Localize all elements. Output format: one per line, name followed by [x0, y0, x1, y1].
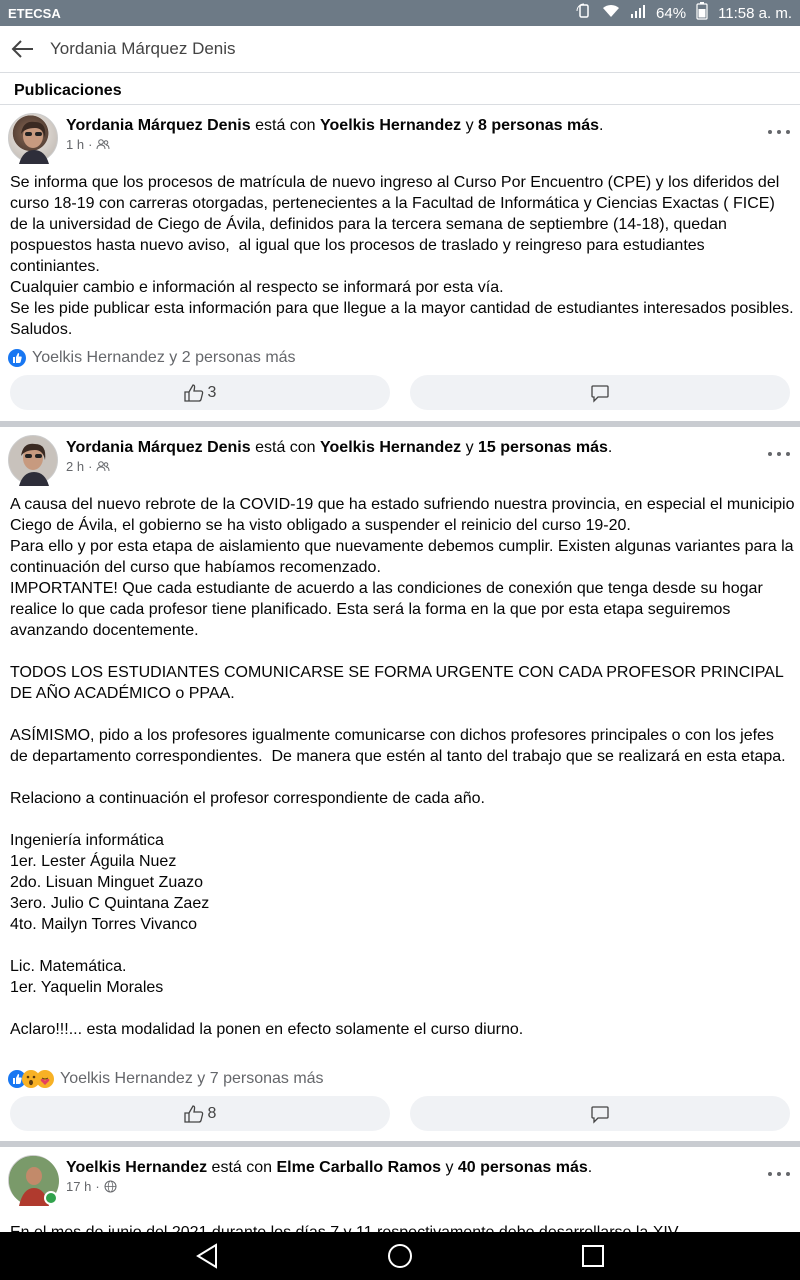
and-label: y	[465, 439, 474, 456]
dot-separator: ·	[95, 1179, 100, 1194]
like-button[interactable]	[10, 1096, 390, 1131]
online-status-dot	[44, 1191, 58, 1205]
tagged-others[interactable]: 40 personas más	[457, 1159, 588, 1176]
reactions-summary[interactable]	[8, 1070, 324, 1088]
reactions-text: Yoelkis Hernandez y 7 personas más	[60, 1070, 324, 1087]
period: .	[598, 117, 604, 134]
post-meta	[66, 137, 110, 152]
post-header	[66, 439, 612, 457]
arrow-left-icon	[12, 40, 34, 58]
clock: 11:58 a. m.	[718, 4, 792, 22]
and-label: y	[465, 117, 474, 134]
battery-icon	[696, 2, 708, 24]
back-triangle-icon	[195, 1243, 219, 1269]
post-text: Se informa que los procesos de matrícula de nuevo ingreso al Curso Por Encuentro (CPE) y los diferidos del curso 18-19 con carreras otorgadas, pertenecientes a la Facultad de Informática y Ciencias Exactas ( FICE) de la universidad de Ciego de Ávila, definidos para la tercera semana de septiembre (14-18), quedan pospuestos hasta nuevo aviso, al igual que los procesos de traslado y reingreso para estudiantes continiantes. Cualquier cambio e información al respecto se informará por esta vía. Se les pide publicar esta información para que llegue a la mayor cantidad de estudiantes interesados posibles. Saludos.	[10, 174, 794, 338]
avatar[interactable]	[8, 113, 58, 163]
post-card	[0, 105, 800, 421]
friends-icon	[96, 461, 110, 472]
post-header	[66, 1159, 592, 1177]
post-header	[66, 117, 603, 135]
post-card	[0, 1147, 800, 1232]
more-options-button[interactable]	[768, 125, 790, 139]
carrier-label: ETECSA	[8, 5, 61, 21]
section-title: Publicaciones	[14, 82, 122, 99]
globe-icon	[104, 1180, 117, 1193]
tagged-others[interactable]: 8 personas más	[478, 117, 599, 134]
comment-bubble-icon	[590, 383, 610, 403]
nav-home-button[interactable]	[380, 1236, 420, 1276]
tagged-others[interactable]: 15 personas más	[478, 439, 608, 456]
status-bar	[0, 0, 800, 26]
like-reaction-icon	[8, 349, 26, 367]
post-meta	[66, 459, 110, 474]
more-options-button[interactable]	[768, 1167, 790, 1181]
comment-bubble-icon	[590, 1104, 610, 1124]
and-label: y	[445, 1159, 454, 1176]
nav-recents-button[interactable]	[573, 1236, 613, 1276]
like-count: 8	[207, 1104, 217, 1122]
with-label: está con	[255, 117, 316, 134]
rotation-lock-icon	[576, 3, 592, 23]
reactions-summary[interactable]	[8, 349, 296, 367]
top-app-bar	[0, 26, 800, 73]
dot-separator: ·	[88, 137, 93, 152]
comment-button[interactable]	[410, 1096, 790, 1131]
header-title: Yordania Márquez Denis	[50, 39, 236, 58]
comment-button[interactable]	[410, 375, 790, 410]
thumbs-up-icon	[184, 384, 204, 402]
friends-icon	[96, 139, 110, 150]
back-button[interactable]	[0, 26, 46, 72]
avatar[interactable]	[8, 435, 58, 485]
tagged-person[interactable]: Elme Carballo Ramos	[276, 1159, 441, 1176]
nav-back-button[interactable]	[187, 1236, 227, 1276]
post-time[interactable]: 17 h	[66, 1179, 92, 1194]
post-time[interactable]: 1 h	[66, 137, 85, 152]
more-options-button[interactable]	[768, 447, 790, 461]
tagged-person[interactable]: Yoelkis Hernandez	[320, 439, 462, 456]
period: .	[607, 439, 613, 456]
battery-percent: 64%	[656, 4, 687, 22]
avatar[interactable]	[8, 1155, 58, 1205]
like-count: 3	[207, 383, 217, 401]
post-author[interactable]: Yordania Márquez Denis	[66, 439, 251, 456]
post-author[interactable]: Yoelkis Hernandez	[66, 1159, 208, 1176]
post-card	[0, 427, 800, 1141]
post-time[interactable]: 2 h	[66, 459, 85, 474]
post-meta	[66, 1179, 117, 1194]
with-label: está con	[211, 1159, 273, 1176]
care-reaction-icon	[36, 1070, 54, 1088]
dot-separator: ·	[88, 459, 93, 474]
reactions-text: Yoelkis Hernandez y 2 personas más	[32, 349, 296, 366]
with-label: está con	[255, 439, 316, 456]
post-author[interactable]: Yordania Márquez Denis	[66, 117, 251, 134]
thumbs-up-icon	[184, 1105, 204, 1123]
home-circle-icon	[387, 1243, 413, 1269]
post-text: A causa del nuevo rebrote de la COVID-19 que ha estado sufriendo nuestra provincia, en especial el municipio Ciego de Ávila, el gobierno se ha visto obligado a suspender el reinicio del curso 19-20. Para ello y por esta etapa de aislamiento que nuevamente debemos cumplir. Existen algunas variantes para la continuación del curso que habíamos recomenzado. IMPORTANTE! Que cada estudiante de acuerdo a las condiciones de conexión que tenga desde su hogar realice lo que cada profesor tiene planificado. Esta será la forma en la que por esta etapa seguiremos avanzando docentemente. TODOS LOS ESTUDIANTES COMUNICARSE SE FORMA URGENTE CON CADA PROFESOR PRINCIPAL DE AÑO ACADÉMICO o PPAA. ASÍMISMO, pido a los profesores igualmente comunicarse con dichos profesores principales o con los jefes de departamento correspondientes. De manera que estén al tanto del trabajo que se realizará en esta etapa. Relaciono a continuación el profesor correspondiente de cada año. Ingeniería informática 1er. Lester Águila Nuez 2do. Lisuan Minguet Zuazo 3ero. Julio C Quintana Zaez 4to. Mailyn Torres Vivanco Lic. Matemática. 1er. Yaquelin Morales Aclaro!!!... esta modalidad la ponen en efecto solamente el curso diurno.	[10, 496, 795, 1038]
tagged-person[interactable]: Yoelkis Hernandez	[320, 117, 462, 134]
wifi-icon	[602, 4, 620, 22]
period: .	[587, 1159, 593, 1176]
like-button[interactable]	[10, 375, 390, 410]
recents-square-icon	[581, 1244, 605, 1268]
signal-icon	[630, 4, 646, 22]
system-navigation-bar	[0, 1232, 800, 1280]
